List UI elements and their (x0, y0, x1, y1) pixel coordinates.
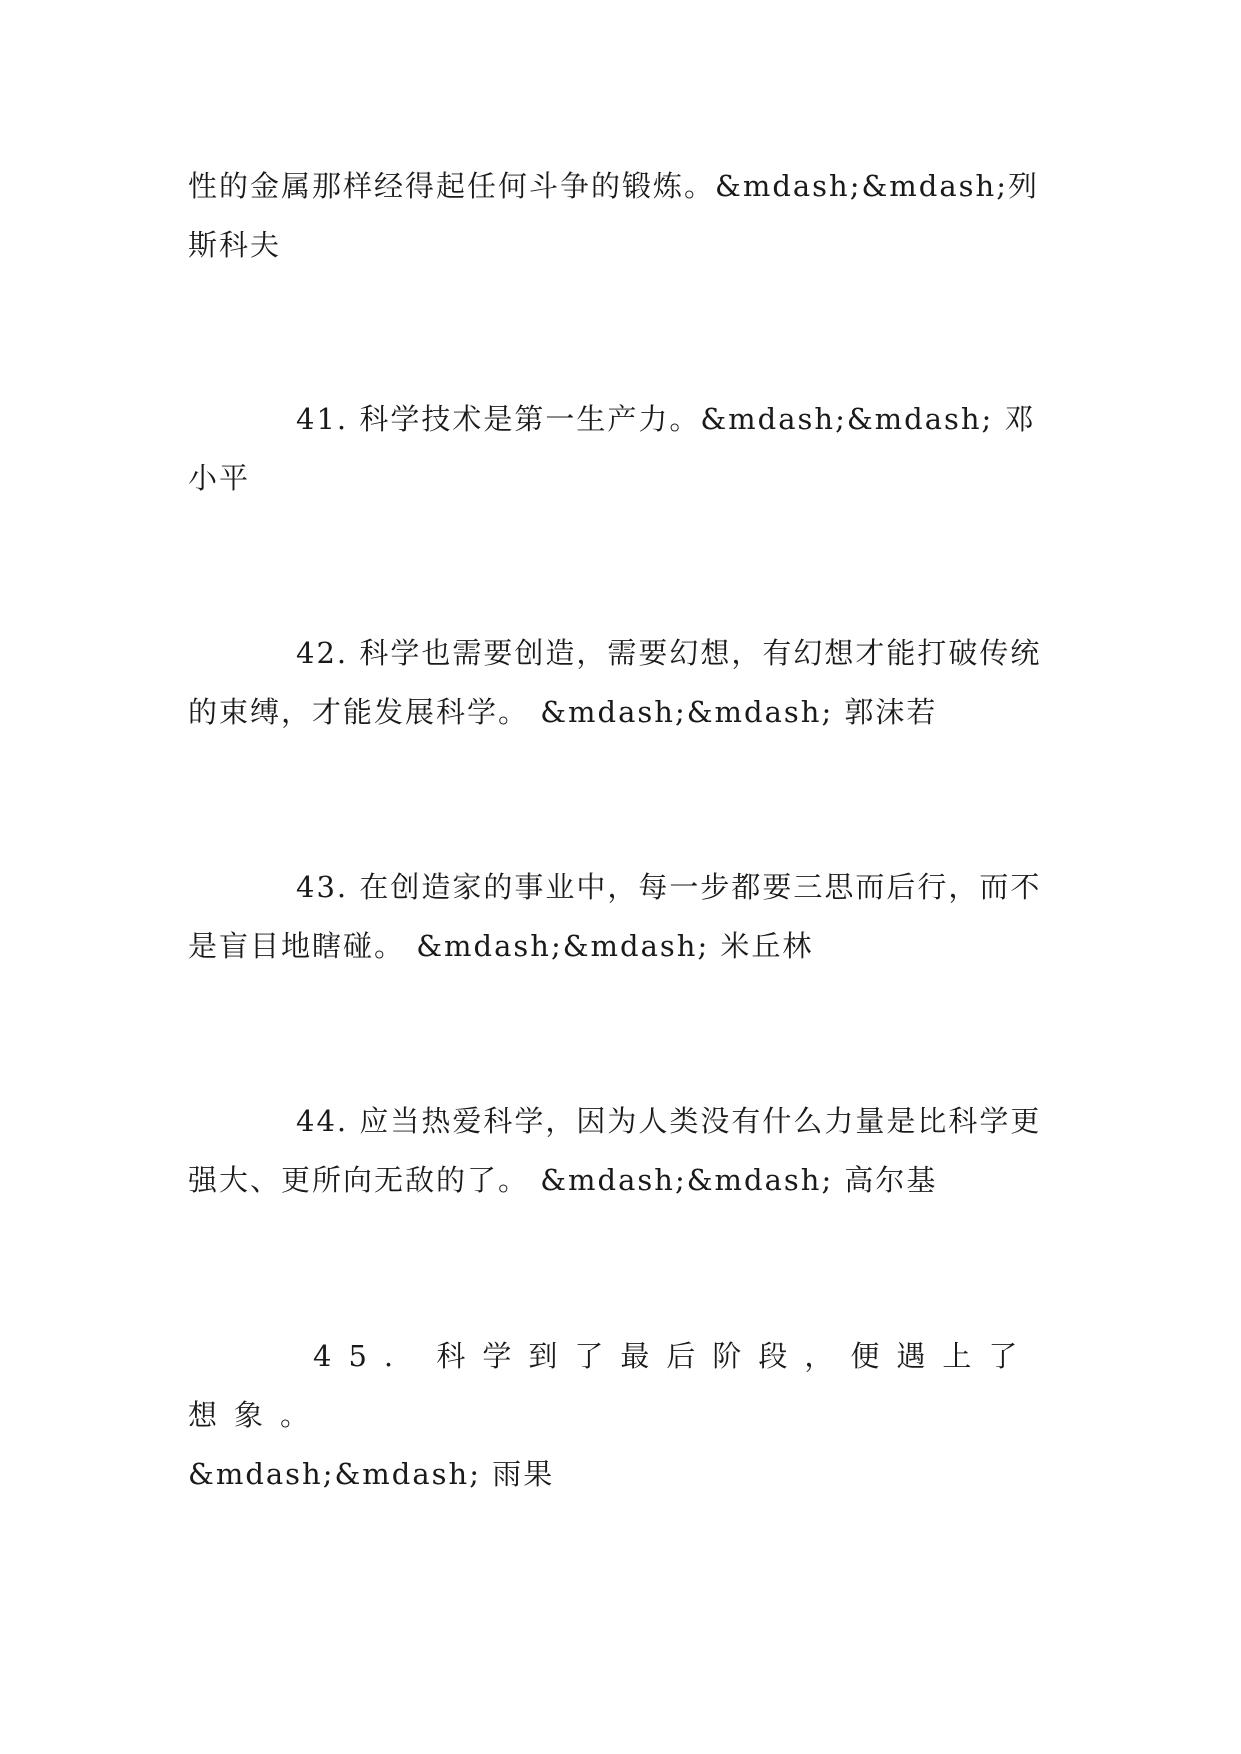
quote-paragraph-continuation: 性的金属那样经得起任何斗争的锻炼。&mdash;&mdash;列斯科夫 (188, 169, 1039, 262)
quote-45-attribution: &mdash;&mdash; 雨果 (188, 1457, 555, 1491)
quote-paragraph-43: 43. 在创造家的事业中，每一步都要三思而后行，而不是盲目地瞎碰。 &mdash;&mdash; 米丘林 (188, 870, 1042, 963)
quote-paragraph-45 (188, 1327, 1060, 1504)
quote-paragraph-44: 44. 应当热爱科学，因为人类没有什么力量是比科学更强大、更所向无敌的了。 &mdash;&mdash; 高尔基 (188, 1104, 1042, 1197)
quote-paragraph-42: 42. 科学也需要创造，需要幻想，有幻想才能打破传统的束缚，才能发展科学。 &mdash;&mdash; 郭沫若 (188, 636, 1042, 729)
quote-paragraph-41: 41. 科学技术是第一生产力。&mdash;&mdash; 邓小平 (188, 402, 1036, 495)
quote-45-text: 45. 科学到了最后阶段，便遇上了想象。 (188, 1339, 1035, 1432)
